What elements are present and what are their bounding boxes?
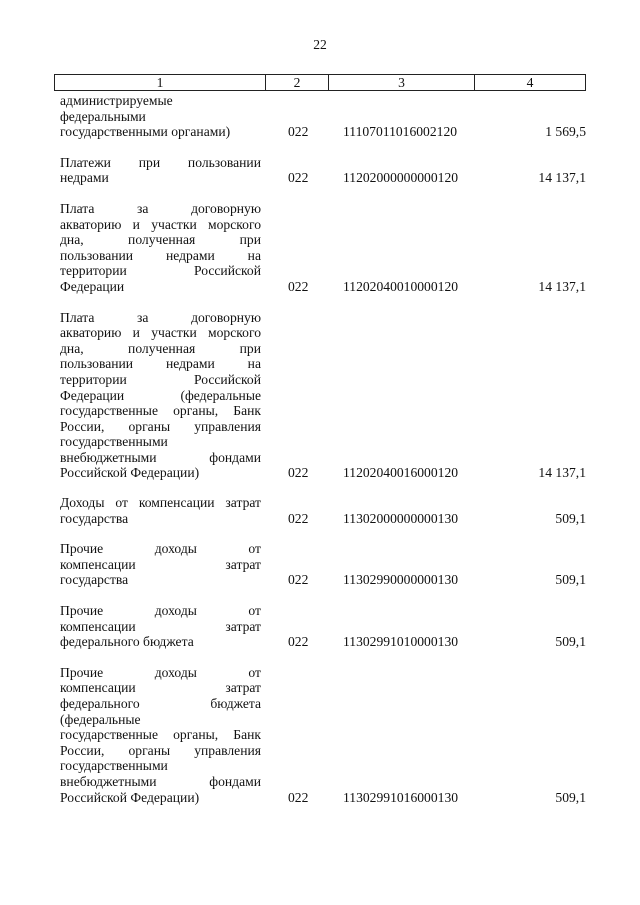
table-row [0,201,640,295]
row-name-line: Федерации (федеральные [60,387,261,403]
table-row [0,93,640,140]
row-name-line: внебюджетными фондами [60,773,261,789]
row-name [60,93,261,140]
row-amount: 509,1 [555,634,586,650]
row-name-line: компенсации затрат [60,556,261,572]
row-name-line: Доходы от компенсации затрат [60,495,261,511]
row-name-line: внебюджетными фондами [60,449,261,465]
row-name-line: территории Российской [60,371,261,387]
table-row [0,665,640,805]
row-admin-code: 022 [288,510,309,526]
row-name [60,310,261,482]
row-name-line: дна, полученная при [60,340,261,356]
row-name-line: дна, полученная при [60,232,261,248]
row-name-line: государственные органы, Банк [60,727,261,743]
row-amount: 1 569,5 [545,124,586,140]
row-name-line: компенсации затрат [60,680,261,696]
row-name-line: пользовании недрами на [60,356,261,372]
row-name-line: государства [60,572,129,588]
row-amount: 14 137,1 [538,170,586,186]
row-name-line: федерального бюджета [60,696,261,711]
row-name-line: пользовании недрами на [60,247,261,263]
column-header-4: 4 [526,75,534,90]
row-name-line: Платежи при пользовании [60,154,261,170]
row-name-line: государственными органами) [60,124,231,140]
table-row [0,541,640,588]
row-admin-code: 022 [288,278,309,294]
row-amount: 14 137,1 [538,278,586,294]
row-name [60,155,261,186]
row-name [60,201,261,295]
row-name-line: Плата за договорную [60,309,261,325]
column-header-1: 1 [55,75,266,90]
row-name-line: России, органы управления [60,418,261,434]
row-name-line: государственными [60,434,168,450]
table-row [0,603,640,650]
page-number: 22 [313,37,327,52]
row-admin-code: 022 [288,170,309,186]
row-name-line: Российской Федерации) [60,789,200,805]
row-name [60,541,261,588]
row-budget-code: 11202040016000120 [343,465,459,481]
row-name-line: акваторию и участки морского [60,325,261,341]
row-name-line: государственные органы, Банк [60,403,261,419]
row-amount: 509,1 [555,789,586,805]
row-name-line: Российской Федерации) [60,465,200,481]
row-budget-code: 11302990000000130 [343,572,459,588]
row-admin-code: 022 [288,789,309,805]
row-budget-code: 11202040010000120 [343,278,459,294]
row-name-line: Прочие доходы от [60,603,261,619]
row-name-line: Федерации [60,278,125,294]
row-name-line: федеральными [60,108,146,124]
row-amount: 509,1 [555,572,586,588]
row-budget-code: 11202000000000120 [343,170,459,186]
column-header-2: 2 [266,75,329,90]
row-budget-code: 11302991010000130 [343,634,459,650]
row-name-line: Плата за договорную [60,200,261,216]
table-row [0,495,640,526]
row-name-line: Прочие доходы от [60,541,261,557]
column-header-3: 3 [329,75,475,90]
row-amount: 14 137,1 [538,465,586,481]
row-budget-code: 11302000000000130 [343,510,459,526]
row-name-line: администрируемые [60,93,173,108]
row-admin-code: 022 [288,124,309,140]
row-name-line: компенсации затрат [60,618,261,634]
row-name-line: федерального бюджета [60,634,194,650]
row-budget-code: 11302991016000130 [343,789,459,805]
row-name [60,495,261,526]
row-name-line: Прочие доходы от [60,664,261,680]
row-name-line: (федеральные [60,711,141,727]
row-name-line: недрами [60,170,109,186]
row-name-line: России, органы управления [60,742,261,758]
table-header [54,74,586,91]
table-body [0,93,640,805]
row-budget-code: 11107011016002120 [343,124,458,140]
row-name-line: территории Российской [60,263,261,279]
row-amount: 509,1 [555,510,586,526]
row-name-line: акваторию и участки морского [60,216,261,232]
row-name-line: государства [60,510,129,526]
row-name [60,603,261,650]
row-name [60,665,261,805]
table-row [0,155,640,186]
row-admin-code: 022 [288,634,309,650]
table-row [0,310,640,482]
row-name-line: государственными [60,758,168,774]
row-admin-code: 022 [288,572,309,588]
row-admin-code: 022 [288,465,309,481]
